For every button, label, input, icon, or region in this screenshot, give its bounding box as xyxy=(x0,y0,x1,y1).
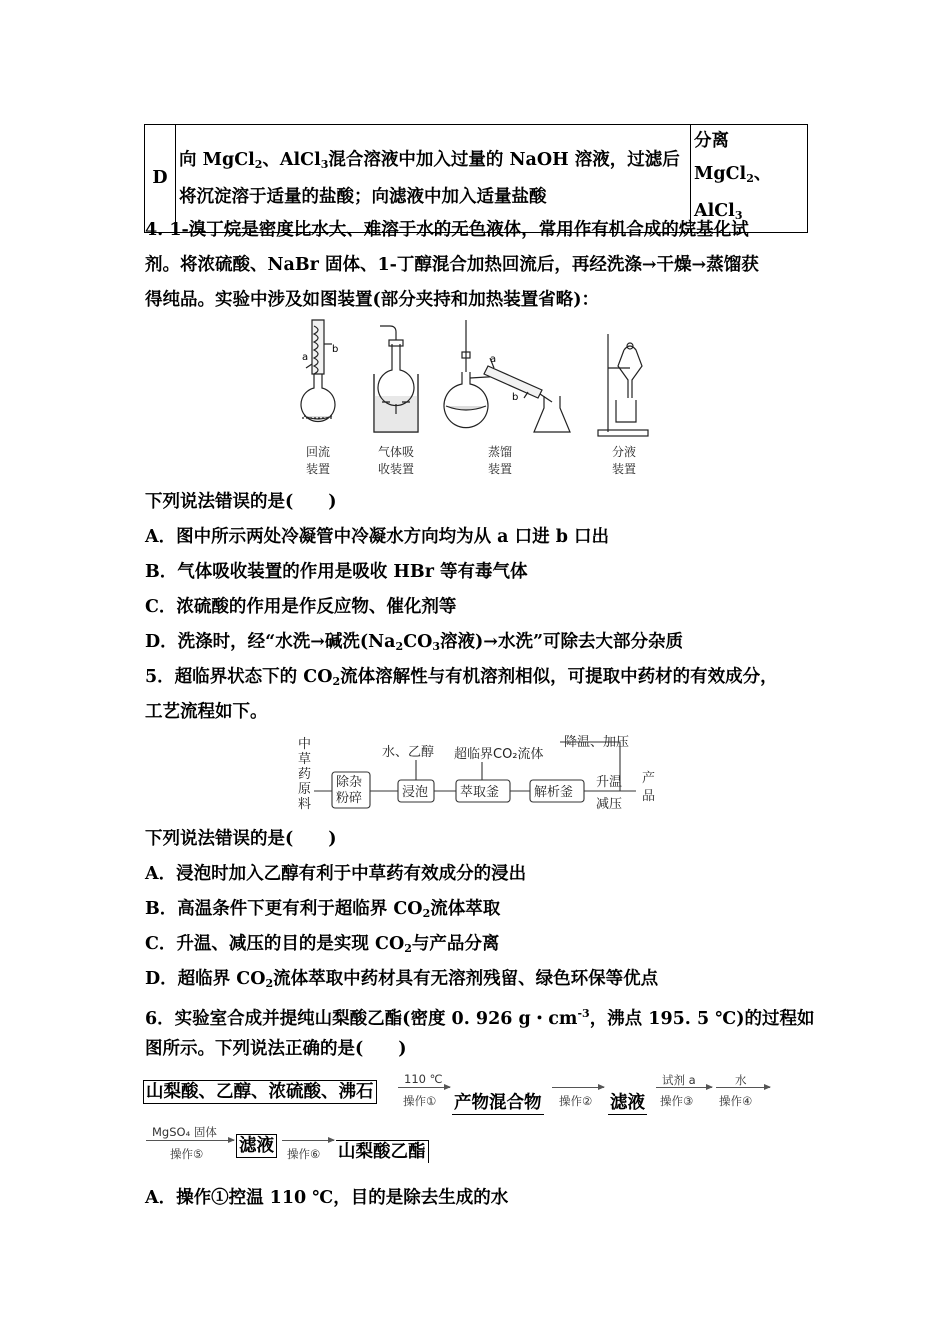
flow-temp: 110 ℃ xyxy=(404,1072,443,1086)
arrow-5 xyxy=(146,1140,234,1141)
step-soak: 浸泡 xyxy=(402,785,429,800)
arrow-1 xyxy=(398,1087,450,1088)
svg-text:草: 草 xyxy=(298,752,312,767)
q4-stem: 下列说法错误的是( ) xyxy=(145,492,337,512)
q5-option-c: C．升温、减压的目的是实现 $CO_2$与产品分离 xyxy=(145,934,500,955)
q5-option-b: B．高温条件下更有利于超临界 $CO_2$流体萃取 xyxy=(145,899,501,920)
separatory-apparatus xyxy=(598,334,648,436)
q4-text-line1: 4. 1-溴丁烷是密度比水大、难溶于水的无色液体，常用作有机合成的烷基化试 xyxy=(145,220,749,240)
mark-a-distill: a xyxy=(490,354,497,365)
input-water-ethanol: 水、乙醇 xyxy=(382,745,435,760)
distillation-apparatus xyxy=(444,320,570,432)
flow-water: 水 xyxy=(735,1073,747,1087)
table-row xyxy=(145,125,808,233)
label-reflux-2: 装置 xyxy=(305,462,331,476)
q6-text-line1: 6．实验室合成并提纯山梨酸乙酯(密度 0. 926 g・$cm^{-3}$，沸点 195. 5 ℃)的过程如 xyxy=(145,1007,815,1029)
q6-option-a: A．操作①控温 110 ℃，目的是除去生成的水 xyxy=(145,1188,509,1208)
q4-option-a: A．图中所示两处冷凝管中冷凝水方向均为从 a 口进 b 口出 xyxy=(145,527,610,547)
q4-text-line3: 得纯品。实验中涉及如图装置(部分夹持和加热装置省略)： xyxy=(145,290,600,310)
arrow-4 xyxy=(716,1087,770,1088)
flow-op1: 操作① xyxy=(403,1094,437,1108)
mark-b-reflux: b xyxy=(332,344,339,355)
q5-text-line2: 工艺流程如下。 xyxy=(145,702,268,722)
svg-text:药: 药 xyxy=(298,767,312,782)
q5-option-a: A．浸泡时加入乙醇有利于中草药有效成分的浸出 xyxy=(145,864,527,884)
row-purpose: 分离 MgCl$_2$、AlCl$_3$ xyxy=(691,125,808,233)
flow-op4: 操作④ xyxy=(719,1094,753,1108)
svg-text:品: 品 xyxy=(642,789,656,804)
flow-product-box: 山梨酸乙酯 xyxy=(336,1140,429,1163)
flow-mgso4: MgSO₄ 固体 xyxy=(152,1125,217,1139)
cond-decompress: 减压 xyxy=(596,797,623,812)
label-reflux-1: 回流 xyxy=(305,445,331,459)
step-extract: 萃取釜 xyxy=(460,785,500,800)
flow-start-box: 山梨酸、乙醇、浓硫酸、沸石 xyxy=(143,1080,377,1104)
q4-option-b: B．气体吸收装置的作用是吸收 HBr 等有毒气体 xyxy=(145,562,528,582)
gas-absorption-apparatus xyxy=(374,326,418,432)
flow-op6: 操作⑥ xyxy=(287,1147,321,1161)
label-absorb-2: 收装置 xyxy=(377,462,415,476)
flow-op3: 操作③ xyxy=(660,1094,694,1108)
recycle-label: 降温、加压 xyxy=(564,735,630,750)
cond-heat: 升温 xyxy=(596,775,623,790)
label-sep-2: 装置 xyxy=(611,462,637,476)
label-distill-2: 装置 xyxy=(487,462,513,476)
arrow-2 xyxy=(552,1087,604,1088)
flow-op5: 操作⑤ xyxy=(170,1147,204,1161)
step-impurity-2: 粉碎 xyxy=(336,791,363,806)
arrow-3 xyxy=(656,1087,712,1088)
q5-text-line1: 5．超临界状态下的 $CO_2$流体溶解性与有机溶剂相似，可提取中药材的有效成分， xyxy=(145,667,778,688)
row-label: D xyxy=(145,125,176,233)
apparatus-figure xyxy=(290,318,660,480)
flow-mix-box: 产物混合物 xyxy=(454,1093,542,1113)
svg-text:产: 产 xyxy=(642,771,656,786)
svg-text:原: 原 xyxy=(298,782,312,797)
q5-flowchart xyxy=(292,734,662,818)
step-analyze: 解析釜 xyxy=(534,785,574,800)
option-table xyxy=(144,124,808,233)
q4-option-d: D．洗涤时，经“水洗→碱洗($Na_2CO_3$溶液)→水洗”可除去大部分杂质 xyxy=(145,632,684,653)
mark-b-distill: b xyxy=(512,392,519,403)
q4-text-line2: 剂。将浓硫酸、NaBr 固体、1-丁醇混合加热回流后，再经洗涤→干燥→蒸馏获 xyxy=(145,255,759,275)
flow-op2: 操作② xyxy=(559,1094,593,1108)
label-sep-1: 分液 xyxy=(611,445,637,459)
label-distill-1: 蒸馏 xyxy=(487,445,513,459)
flow-filtrate1-box: 滤液 xyxy=(610,1093,645,1113)
reflux-apparatus xyxy=(301,320,335,422)
q5-option-d: D．超临界 $CO_2$流体萃取中药材具有无溶剂残留、绿色环保等优点 xyxy=(145,969,659,990)
label-absorb-1: 气体吸 xyxy=(377,445,415,459)
q5-stem: 下列说法错误的是( ) xyxy=(145,829,337,849)
input-co2: 超临界CO₂流体 xyxy=(454,747,544,762)
row-operation: 向 MgCl$_2$、AlCl$_3$混合溶液中加入过量的 NaOH 溶液，过滤后 将沉淀溶于适量的盐酸；向滤液中加入适量盐酸 xyxy=(176,125,691,233)
q4-option-c: C．浓硫酸的作用是作反应物、催化剂等 xyxy=(145,597,457,617)
svg-text:料: 料 xyxy=(298,797,312,812)
svg-text:中: 中 xyxy=(298,737,312,752)
step-impurity-1: 除杂 xyxy=(336,775,363,790)
flow-filtrate2-box: 滤液 xyxy=(236,1134,277,1158)
arrow-6 xyxy=(282,1140,334,1141)
q6-text-line2: 图所示。下列说法正确的是( ) xyxy=(145,1039,407,1059)
mark-a-reflux: a xyxy=(302,352,309,363)
flow-reagent: 试剂 a xyxy=(662,1073,696,1087)
